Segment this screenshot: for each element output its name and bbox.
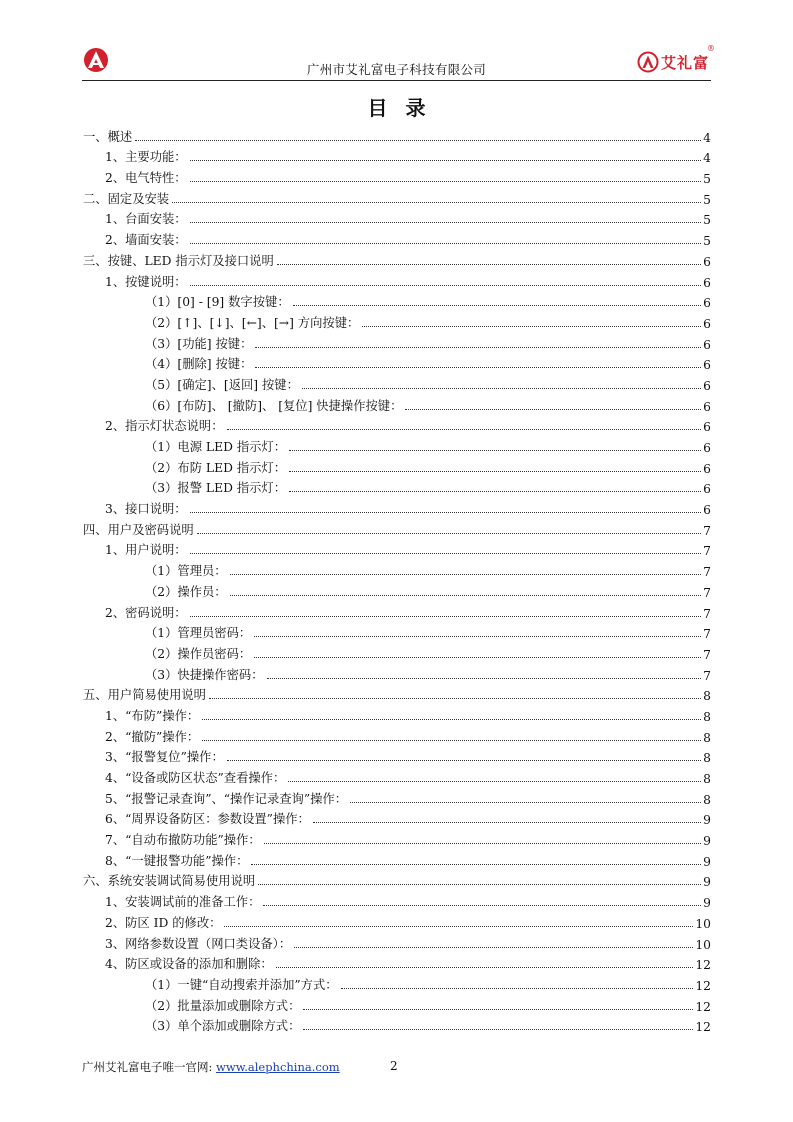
- toc-dot-leader: [303, 1029, 693, 1030]
- toc-entry[interactable]: [83, 931, 711, 952]
- toc-entry-page: 6: [703, 399, 711, 414]
- toc-entry-page: 6: [703, 378, 711, 393]
- header-company-name: 广州市艾礼富电子科技有限公司: [306, 62, 487, 77]
- brand-name: 艾礼富: [660, 53, 709, 72]
- toc-entry-label: 2、电气特性：: [105, 171, 187, 186]
- toc-dot-leader: [190, 181, 701, 182]
- toc-entry-label: 二、固定及安装: [83, 191, 170, 206]
- toc-entry[interactable]: [83, 600, 711, 621]
- toc-entry-page: 9: [703, 875, 711, 890]
- toc-dot-leader: [277, 264, 701, 265]
- toc-dot-leader: [190, 553, 701, 554]
- toc-entry-label: （2）[↑]、[↓]、[←]、[→] 方向按键：: [145, 315, 360, 330]
- toc-entry-page: 4: [703, 130, 711, 145]
- toc-dot-leader: [289, 491, 701, 492]
- footer-label: 广州艾礼富电子唯一官网:: [82, 1060, 217, 1074]
- toc-entry-label: 2、密码说明：: [105, 605, 187, 620]
- toc-entry[interactable]: [83, 248, 711, 269]
- toc-dot-leader: [227, 760, 701, 761]
- table-of-contents: [83, 124, 711, 1034]
- toc-dot-leader: [202, 719, 701, 720]
- toc-dot-leader: [267, 678, 702, 679]
- toc-entry[interactable]: [83, 786, 711, 807]
- toc-entry-label: （1）电源 LED 指示灯：: [145, 440, 287, 454]
- toc-entry[interactable]: [83, 145, 711, 166]
- toc-dot-leader: [230, 595, 701, 596]
- toc-entry-page: 8: [703, 751, 711, 766]
- toc-entry[interactable]: [83, 579, 711, 600]
- toc-entry[interactable]: [83, 186, 711, 207]
- toc-entry-label: 一、概述: [83, 129, 133, 144]
- toc-entry-page: 7: [703, 565, 711, 580]
- toc-entry-page: 9: [703, 813, 711, 828]
- toc-dot-leader: [276, 967, 694, 968]
- toc-entry-label: 2、“撤防”操作：: [105, 729, 200, 744]
- toc-dot-leader: [202, 740, 701, 741]
- toc-entry-label: 3、网络参数设置（网口类设备）：: [105, 936, 292, 951]
- toc-entry-page: 6: [703, 254, 711, 269]
- toc-entry-label: （1）管理员密码：: [145, 626, 252, 641]
- toc-entry-page: 6: [703, 337, 711, 352]
- toc-entry[interactable]: [83, 993, 711, 1014]
- toc-dot-leader: [135, 140, 701, 141]
- toc-entry-page: 6: [703, 275, 711, 290]
- toc-entry-page: 7: [703, 585, 711, 600]
- toc-dot-leader: [264, 843, 701, 844]
- toc-entry[interactable]: [83, 517, 711, 538]
- page-header: [82, 44, 715, 81]
- toc-dot-leader: [302, 388, 701, 389]
- toc-entry[interactable]: [83, 1014, 711, 1035]
- footer-text: [82, 1059, 340, 1075]
- registered-mark: ®: [707, 44, 715, 53]
- toc-entry-page: 6: [703, 482, 711, 497]
- toc-entry-label: 8、“一键报警功能”操作：: [105, 853, 249, 868]
- toc-entry-page: 6: [703, 296, 711, 311]
- page-title: 目录: [367, 96, 444, 120]
- toc-entry[interactable]: [83, 889, 711, 910]
- toc-entry[interactable]: [83, 165, 711, 186]
- toc-dot-leader: [255, 347, 701, 348]
- toc-entry-label: （6）[布防]、 [撤防]、 [复位] 快捷操作按键：: [145, 398, 403, 413]
- toc-dot-leader: [190, 616, 701, 617]
- toc-dot-leader: [263, 905, 701, 906]
- toc-entry-label: 六、系统安装调试简易使用说明: [83, 874, 256, 889]
- toc-entry[interactable]: [83, 455, 711, 476]
- toc-dot-leader: [254, 636, 701, 637]
- toc-entry[interactable]: [83, 662, 711, 683]
- toc-entry-label: （5）[确定]、[返回] 按键：: [145, 377, 299, 392]
- toc-entry-page: 7: [703, 668, 711, 683]
- toc-dot-leader: [405, 409, 701, 410]
- toc-entry[interactable]: [83, 393, 711, 414]
- brand-logo: [637, 44, 715, 76]
- toc-entry-label: （3）[功能] 按键：: [145, 336, 253, 351]
- toc-entry-page: 9: [703, 854, 711, 869]
- toc-entry-label: 四、用户及密码说明: [83, 522, 194, 537]
- toc-entry[interactable]: [83, 227, 711, 248]
- toc-entry-label: 4、“设备或防区状态”查看操作：: [105, 771, 286, 785]
- toc-entry-page: 6: [703, 420, 711, 435]
- toc-entry-label: 2、防区 ID 的修改：: [105, 915, 222, 930]
- toc-entry-label: 2、墙面安装：: [105, 233, 187, 248]
- toc-entry-page: 5: [703, 213, 711, 228]
- toc-entry-label: 5、“报警记录查询”、“操作记录查询”操作：: [105, 791, 348, 806]
- toc-entry[interactable]: [83, 972, 711, 993]
- toc-entry-label: 1、台面安装：: [105, 212, 187, 227]
- toc-entry[interactable]: [83, 869, 711, 890]
- page-number: 2: [390, 1059, 398, 1073]
- toc-entry-page: 10: [695, 937, 711, 952]
- toc-entry[interactable]: [83, 724, 711, 745]
- toc-entry-page: 12: [695, 978, 711, 993]
- toc-dot-leader: [350, 802, 701, 803]
- toc-dot-leader: [224, 926, 693, 927]
- toc-dot-leader: [313, 822, 701, 823]
- toc-entry-label: 1、安装调试前的准备工作：: [105, 895, 261, 910]
- toc-dot-leader: [230, 574, 701, 575]
- toc-dot-leader: [289, 471, 701, 472]
- toc-entry-page: 9: [703, 896, 711, 911]
- website-link[interactable]: www.alephchina.com: [216, 1060, 340, 1074]
- toc-entry[interactable]: [83, 848, 711, 869]
- toc-entry[interactable]: [83, 745, 711, 766]
- toc-dot-leader: [258, 884, 701, 885]
- toc-entry-label: （4）[删除] 按键：: [145, 357, 253, 372]
- toc-entry-label: （2）布防 LED 指示灯：: [145, 460, 287, 475]
- toc-entry-page: 8: [703, 709, 711, 724]
- toc-entry-label: 1、“布防”操作：: [105, 708, 200, 723]
- toc-entry[interactable]: [83, 496, 711, 517]
- toc-entry-page: 6: [703, 316, 711, 331]
- toc-entry-page: 5: [703, 172, 711, 187]
- toc-dot-leader: [293, 305, 701, 306]
- toc-entry[interactable]: [83, 290, 711, 311]
- toc-entry-page: 8: [703, 792, 711, 807]
- toc-entry-page: 6: [703, 441, 711, 455]
- toc-entry-label: （3）单个添加或删除方式：: [145, 1019, 301, 1034]
- toc-entry[interactable]: [83, 269, 711, 290]
- toc-entry[interactable]: [83, 310, 711, 331]
- toc-entry[interactable]: [83, 538, 711, 559]
- toc-entry-label: 1、主要功能：: [105, 150, 187, 165]
- toc-entry[interactable]: [83, 910, 711, 931]
- toc-entry-label: 2、指示灯状态说明：: [105, 419, 224, 434]
- toc-dot-leader: [190, 512, 701, 513]
- toc-entry[interactable]: [83, 558, 711, 579]
- toc-dot-leader: [341, 988, 694, 989]
- toc-entry-page: 5: [703, 192, 711, 207]
- toc-dot-leader: [289, 450, 701, 451]
- toc-dot-leader: [172, 202, 701, 203]
- toc-dot-leader: [251, 864, 701, 865]
- toc-entry-label: （1）一键“自动搜索并添加”方式：: [145, 977, 338, 992]
- toc-entry[interactable]: [83, 827, 711, 848]
- toc-entry-page: 7: [703, 523, 711, 538]
- toc-entry[interactable]: [83, 372, 711, 393]
- toc-entry-page: 9: [703, 834, 711, 849]
- toc-entry-label: 3、“报警复位”操作：: [105, 750, 224, 765]
- toc-entry[interactable]: [83, 124, 711, 145]
- toc-dot-leader: [190, 160, 701, 161]
- toc-entry-page: 7: [703, 627, 711, 642]
- toc-entry-label: （1）[0] - [9] 数字按键：: [145, 295, 290, 310]
- toc-dot-leader: [303, 1009, 693, 1010]
- brand-logo-icon: [637, 51, 659, 73]
- toc-entry[interactable]: [83, 207, 711, 228]
- toc-entry[interactable]: [83, 414, 711, 435]
- toc-entry-label: 1、按键说明：: [105, 274, 187, 289]
- toc-entry[interactable]: [83, 703, 711, 724]
- toc-entry[interactable]: [83, 352, 711, 373]
- toc-dot-leader: [190, 243, 701, 244]
- toc-entry-label: （2）批量添加或删除方式：: [145, 998, 301, 1013]
- toc-entry[interactable]: [83, 476, 711, 497]
- toc-entry[interactable]: [83, 952, 711, 973]
- toc-entry-page: 12: [695, 958, 711, 973]
- toc-entry-page: 6: [703, 503, 711, 518]
- toc-entry-page: 7: [703, 544, 711, 559]
- toc-entry-page: 8: [703, 772, 711, 786]
- toc-dot-leader: [294, 947, 693, 948]
- toc-entry-page: 12: [695, 999, 711, 1014]
- toc-entry-label: 五、用户简易使用说明: [83, 688, 206, 703]
- toc-dot-leader: [288, 781, 701, 782]
- toc-entry[interactable]: [83, 331, 711, 352]
- toc-entry[interactable]: [83, 434, 711, 455]
- toc-entry-page: 10: [695, 916, 711, 931]
- toc-entry-label: （3）快捷操作密码：: [145, 667, 264, 682]
- toc-entry-label: 7、“自动布撤防功能”操作：: [105, 833, 261, 848]
- toc-dot-leader: [197, 533, 701, 534]
- toc-entry-page: 4: [703, 151, 711, 166]
- toc-dot-leader: [255, 367, 701, 368]
- toc-entry-label: 4、防区或设备的添加和删除：: [105, 957, 273, 972]
- toc-entry-label: （2）操作员密码：: [145, 646, 252, 661]
- toc-entry-label: 1、用户说明：: [105, 543, 187, 558]
- toc-entry[interactable]: [83, 621, 711, 642]
- toc-entry-page: 6: [703, 358, 711, 373]
- toc-entry-page: 8: [703, 689, 711, 704]
- toc-entry-label: （1）管理员：: [145, 564, 227, 579]
- toc-entry-label: 三、按键、LED 指示灯及接口说明: [83, 253, 274, 268]
- toc-entry[interactable]: [83, 641, 711, 662]
- toc-dot-leader: [254, 657, 701, 658]
- toc-entry[interactable]: [83, 765, 711, 786]
- toc-dot-leader: [209, 698, 701, 699]
- toc-entry-page: 7: [703, 647, 711, 662]
- toc-dot-leader: [227, 429, 702, 430]
- toc-entry[interactable]: [83, 807, 711, 828]
- toc-entry-label: （3）报警 LED 指示灯：: [145, 481, 287, 496]
- toc-dot-leader: [362, 326, 701, 327]
- toc-entry-page: 12: [695, 1020, 711, 1035]
- toc-entry-page: 6: [703, 461, 711, 476]
- toc-dot-leader: [190, 285, 701, 286]
- toc-entry-page: 5: [703, 234, 711, 249]
- toc-entry-page: 8: [703, 730, 711, 745]
- toc-dot-leader: [190, 222, 701, 223]
- toc-entry-label: 6、“周界设备防区：参数设置”操作：: [105, 812, 310, 827]
- toc-entry-label: 3、接口说明：: [105, 502, 187, 517]
- toc-entry[interactable]: [83, 683, 711, 704]
- toc-entry-page: 7: [703, 606, 711, 621]
- toc-entry-label: （2）操作员：: [145, 584, 227, 599]
